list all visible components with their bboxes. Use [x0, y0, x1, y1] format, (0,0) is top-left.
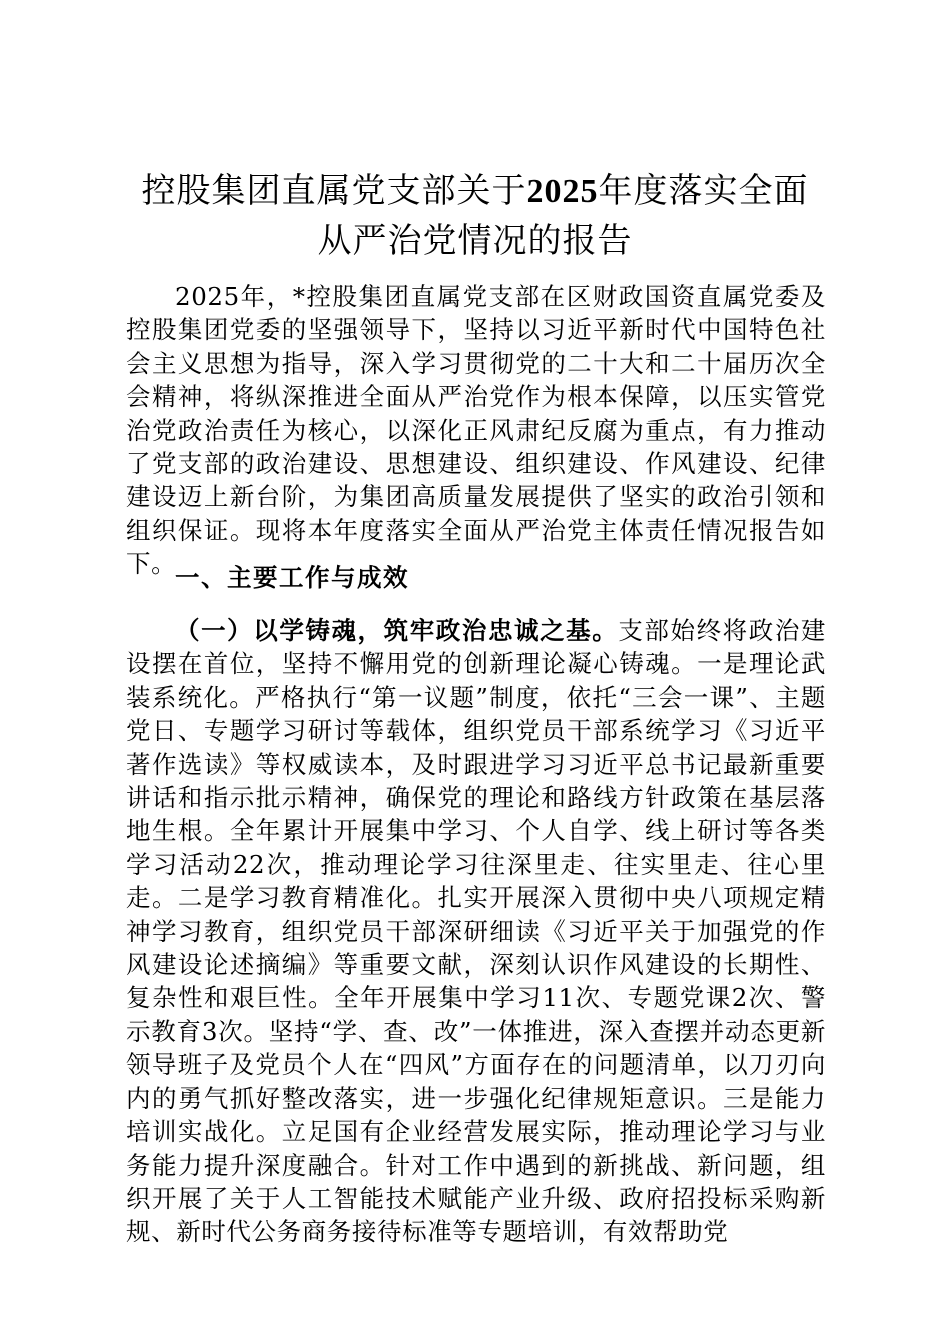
- title-year: 2025: [526, 173, 599, 210]
- section-heading-main-work: 一、主要工作与成效: [175, 563, 409, 592]
- document-title-line-1: [110, 166, 840, 217]
- paragraph-lead-heading: （一）以学铸魂，筑牢政治忠诚之基。: [175, 616, 619, 645]
- intro-paragraph: 2025年，*控股集团直属党支部在区财政国资直属党委及控股集团党委的坚强领导下，坚持以习近平新时代中国特色社会主义思想为指导，深入学习贯彻党的二十大和二十届历次全会精神，将纵深推进全面从严治党作为根本保障，以压实管党治党政治责任为核心，以深化正风肃纪反腐为重点，有力推动了党支部的政治建设、思想建设、组织建设、作风建设、纪律建设迈上新台阶，为集团高质量发展提供了坚实的政治引领和组织保证。现将本年度落实全面从严治党主体责任情况报告如下。: [126, 282, 826, 579]
- title-suffix: 年度落实全面: [598, 171, 809, 211]
- document-title-line-2: 从严治党情况的报告: [317, 221, 633, 261]
- paragraph-political-building: [126, 614, 826, 1249]
- title-prefix: 控股集团直属党支部关于: [141, 171, 527, 211]
- paragraph-body: 支部始终将政治建设摆在首位，坚持不懈用党的创新理论凝心铸魂。一是理论武装系统化。严格执行“第一议题”制度，依托“三会一课”、主题党日、专题学习研讨等载体，组织党员干部系统学习《习近平著作选读》等权威读本，及时跟进学习习近平总书记最新重要讲话和指示批示精神，确保党的理论和路线方针政策在基层落地生根。全年累计开展集中学习、个人自学、线上研讨等各类学习活动22次，推动理论学习往深里走、往实里走、往心里走。二是学习教育精准化。扎实开展深入贯彻中央八项规定精神学习教育，组织党员干部深研细读《习近平关于加强党的作风建设论述摘编》等重要文献，深刻认识作风建设的长期性、复杂性和艰巨性。全年开展集中学习11次、专题党课2次、警示教育3次。坚持“学、查、改”一体推进，深入查摆并动态更新领导班子及党员个人在“四风”方面存在的问题清单，以刀刃向内的勇气抓好整改落实，进一步强化纪律规矩意识。三是能力培训实战化。立足国有企业经营发展实际，推动理论学习与业务能力提升深度融合。针对工作中遇到的新挑战、新问题，组织开展了关于人工智能技术赋能产业升级、政府招投标采购新规、新时代公务商务接待标准等专题培训，有效帮助党: [126, 616, 826, 1247]
